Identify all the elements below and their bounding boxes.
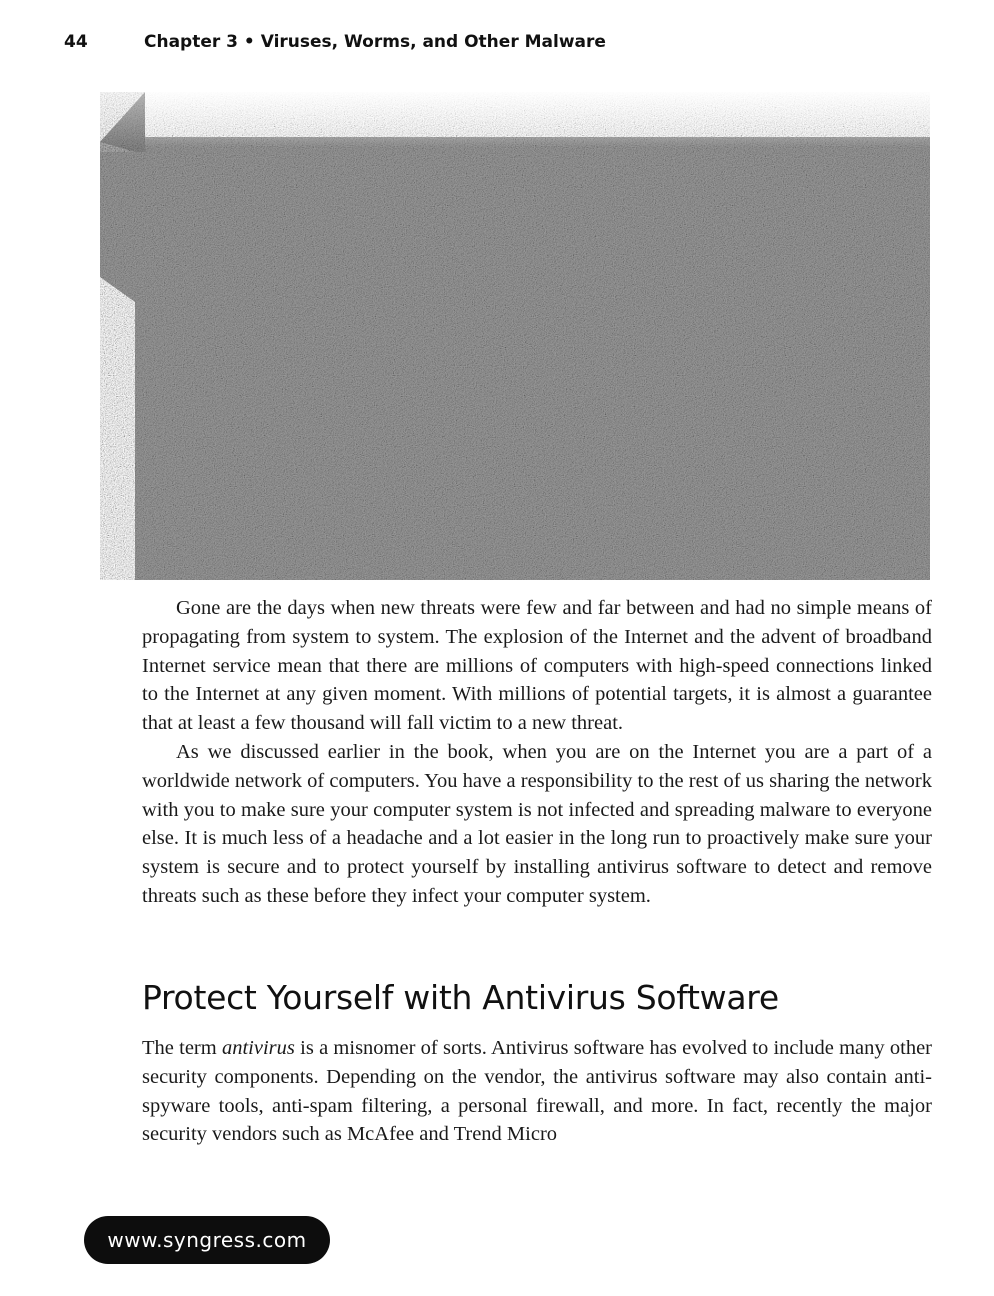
section-body — [142, 1034, 932, 1149]
intro-paragraph-1: Gone are the days when new threats were few and far between and had no simple means of propagating from system to system. The explosion of the Internet and the advent of broadband Internet service mean that there are millions of computers with high-speed connections linked to the Internet at any given moment. With millions of potential targets, it is almost a guarantee that at least a few thousand will fall victim to a new threat. — [142, 597, 932, 735]
chapter-title: Chapter 3 • Viruses, Worms, and Other Malware — [144, 32, 606, 52]
figure-shape — [100, 92, 930, 580]
page-header — [64, 32, 606, 52]
section-heading: Protect Yourself with Antivirus Software — [142, 978, 779, 1017]
section-text-before: The term — [142, 1037, 222, 1059]
halftone-figure — [100, 92, 930, 580]
section-term: antivirus — [221, 1037, 295, 1059]
footer-url-badge[interactable]: www.syngress.com — [84, 1216, 330, 1264]
intro-text — [142, 594, 932, 911]
section-paragraph — [142, 1034, 932, 1149]
section-text-after: is a misnomer of sorts. Antivirus software has evolved to include many other security components. Depending on the vendor, the antivirus software may also contain anti-spyware tools, anti-spam filtering, a personal firewall, and more. In fact, recently the major security vendors such as McAfee and Trend Micro — [142, 1037, 932, 1146]
page-number: 44 — [64, 32, 88, 52]
intro-paragraph-2: As we discussed earlier in the book, when you are on the Internet you are a part of a worldwide network of computers. You have a responsibility to the rest of us sharing the network with you to make sure your computer system is not infected and spreading malware to everyone else. It is much less of a headache and a lot easier in the long run to proactively make sure your system is secure and to protect yourself by installing antivirus software to detect and remove threats such as these before they infect your computer system. — [142, 740, 932, 907]
